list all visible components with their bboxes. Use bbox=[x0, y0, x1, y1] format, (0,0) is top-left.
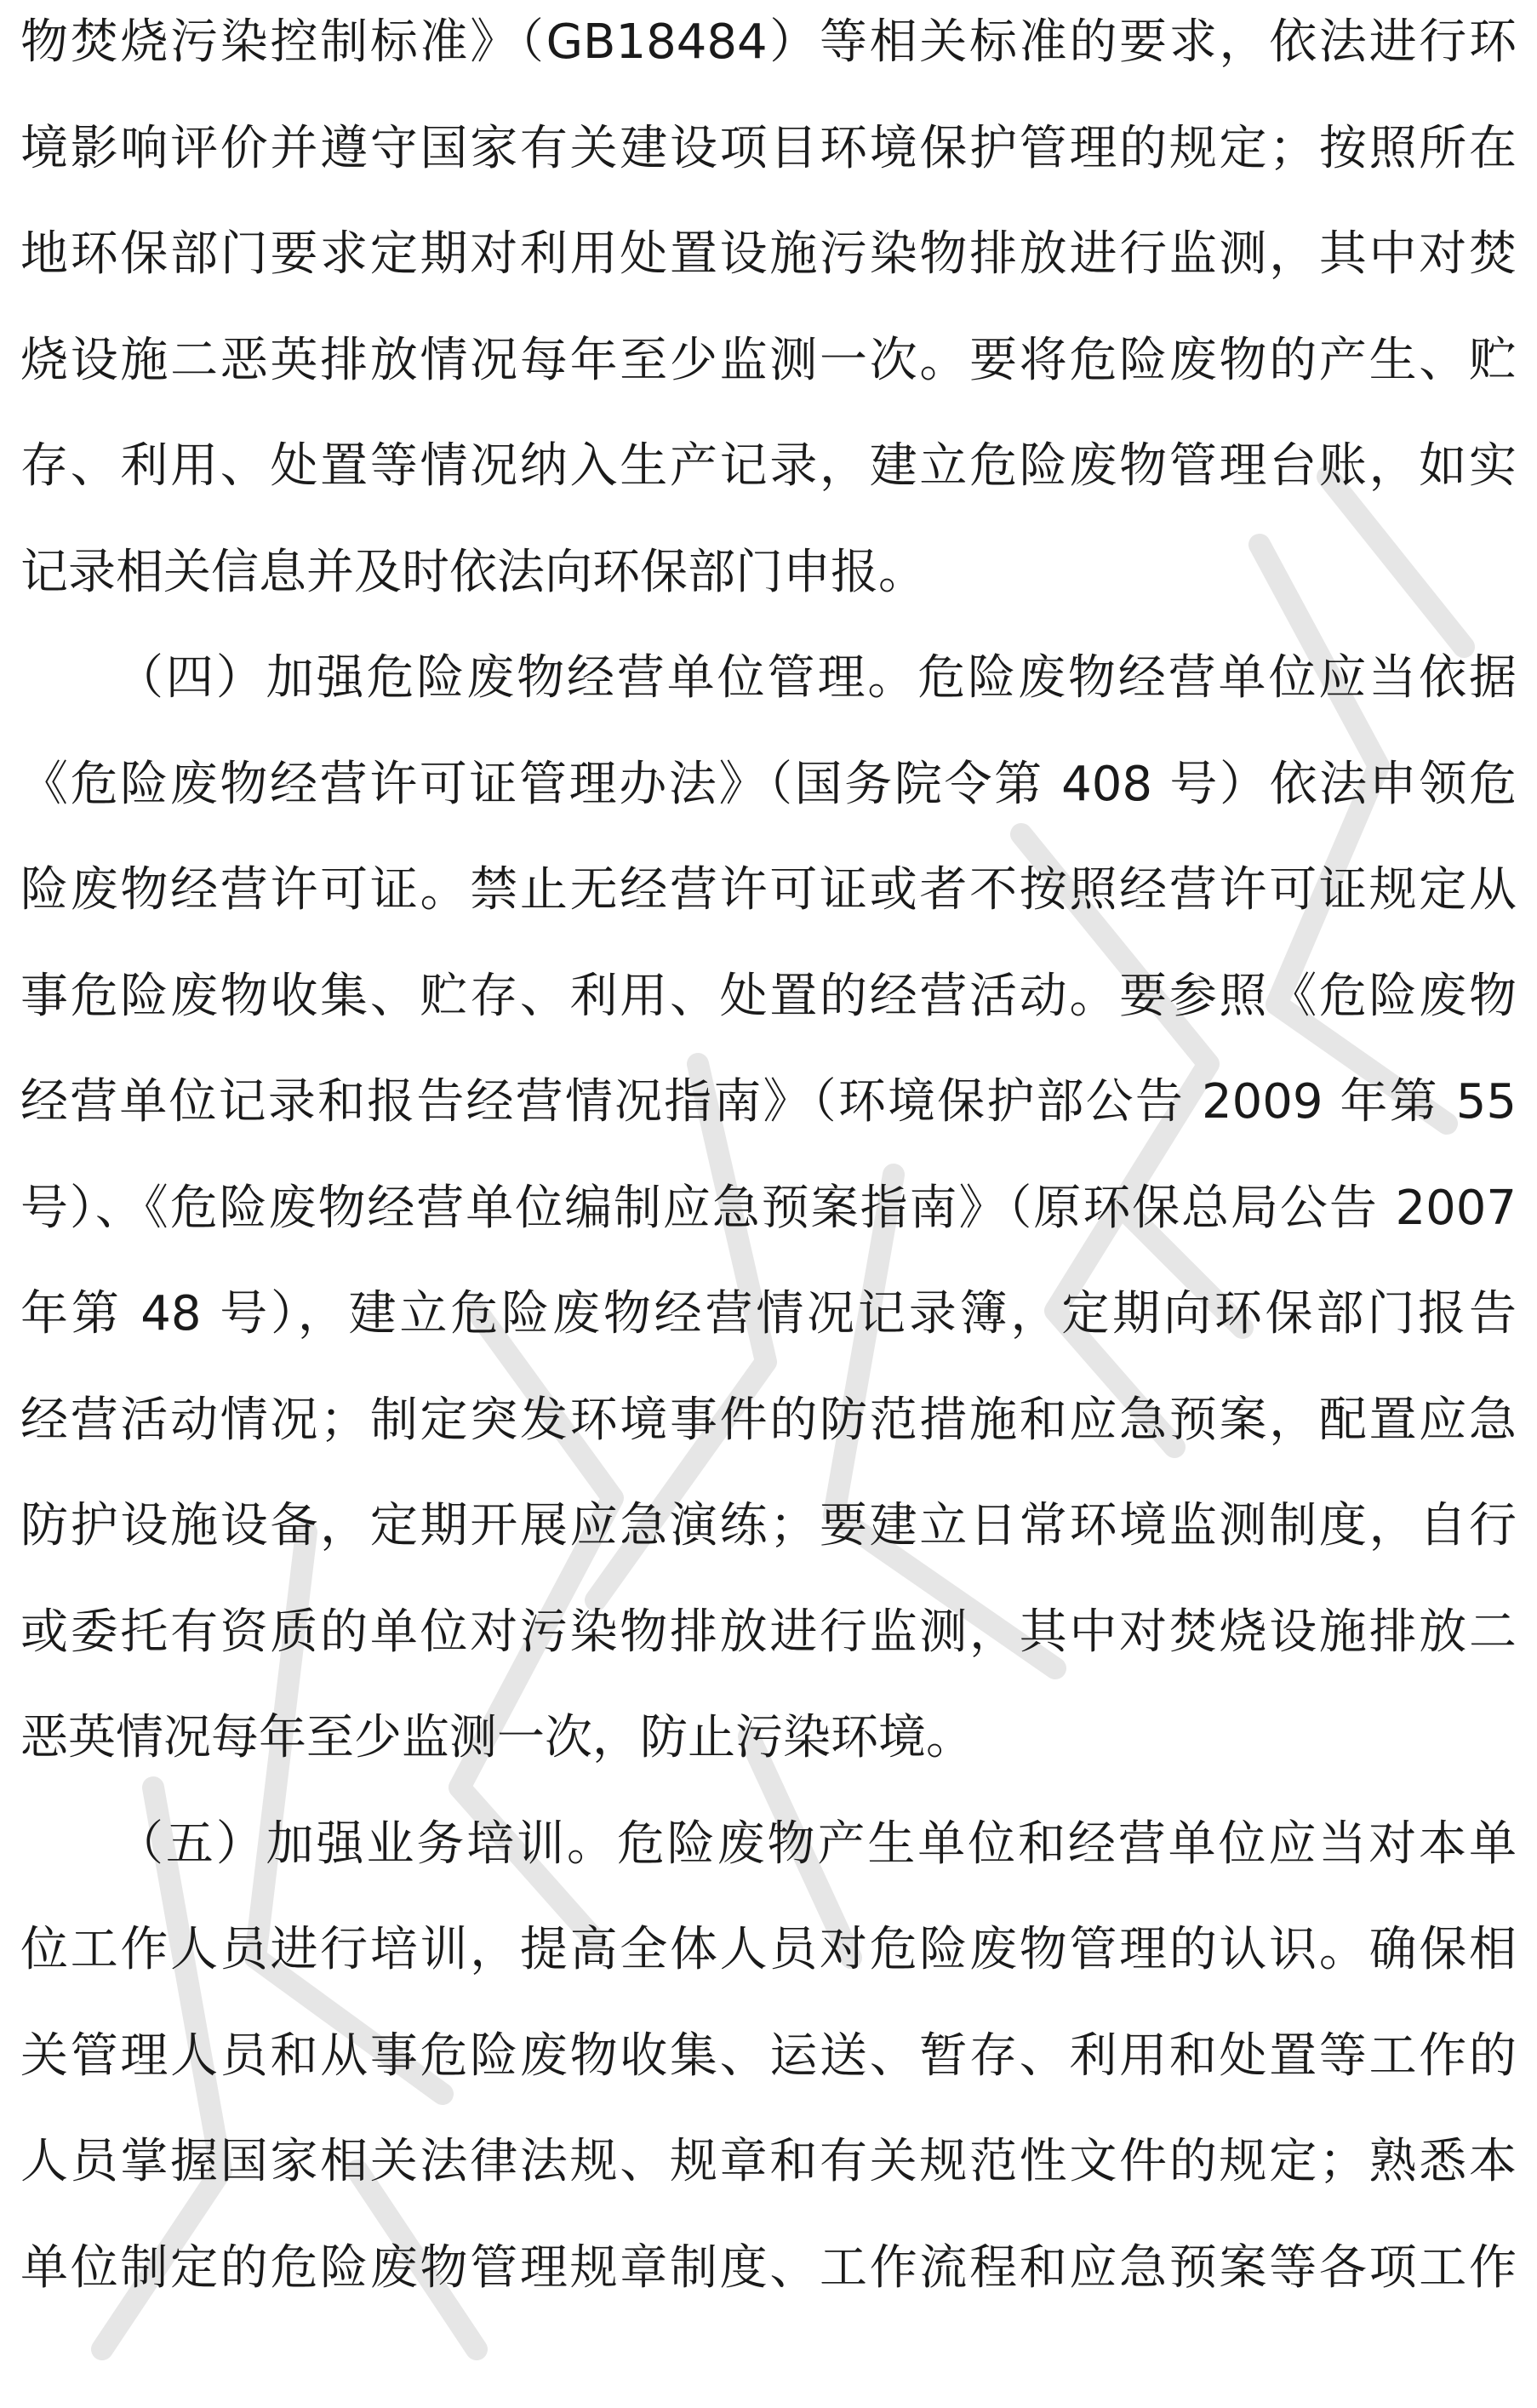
text-line: 防护设施设备，定期开展应急演练；要建立日常环境监测制度，自行 bbox=[20, 1498, 1517, 1553]
text-line: 境影响评价并遵守国家有关建设项目环境保护管理的规定；按照所在 bbox=[20, 120, 1517, 176]
text-line: 单位制定的危险废物管理规章制度、工作流程和应急预案等各项工作 bbox=[20, 2239, 1517, 2296]
text-line: 或委托有资质的单位对污染物排放进行监测，其中对焚烧设施排放二 bbox=[20, 1604, 1517, 1660]
text-line: 恶英情况每年至少监测一次，防止污染环境。 bbox=[20, 1710, 974, 1765]
text-line: （四）加强危险废物经营单位管理。危险废物经营单位应当依据 bbox=[116, 650, 1517, 706]
text-line: 烧设施二恶英排放情况每年至少监测一次。要将危险废物的产生、贮 bbox=[20, 332, 1517, 388]
text-line: 号）、《危险废物经营单位编制应急预案指南》（原环保总局公告 2007 bbox=[20, 1180, 1517, 1236]
text-line: 记录相关信息并及时依法向环保部门申报。 bbox=[20, 544, 926, 600]
text-line: 《危险废物经营许可证管理办法》（国务院令第 408 号）依法申领危 bbox=[20, 756, 1517, 812]
text-line: 年第 48 号），建立危险废物经营情况记录簿，定期向环保部门报告 bbox=[20, 1286, 1517, 1341]
text-line: 位工作人员进行培训，提高全体人员对危险废物管理的认识。确保相 bbox=[20, 1922, 1517, 1977]
text-line: 存、利用、处置等情况纳入生产记录，建立危险废物管理台账，如实 bbox=[20, 438, 1517, 494]
text-line: 经营单位记录和报告经营情况指南》（环境保护部公告 2009 年第 55 bbox=[20, 1074, 1517, 1130]
text-line: 事危险废物收集、贮存、利用、处置的经营活动。要参照《危险废物 bbox=[20, 968, 1517, 1024]
text-line: 人员掌握国家相关法律法规、规章和有关规范性文件的规定；熟悉本 bbox=[20, 2134, 1517, 2189]
text-line: 经营活动情况；制定突发环境事件的防范措施和应急预案，配置应急 bbox=[20, 1392, 1517, 1448]
text-line: 地环保部门要求定期对利用处置设施污染物排放进行监测，其中对焚 bbox=[20, 226, 1517, 282]
text-line: 关管理人员和从事危险废物收集、运送、暂存、利用和处置等工作的 bbox=[20, 2028, 1517, 2084]
text-line: （五）加强业务培训。危险废物产生单位和经营单位应当对本单 bbox=[116, 1816, 1517, 1872]
text-line: 物焚烧污染控制标准》（GB18484）等相关标准的要求，依法进行环 bbox=[20, 14, 1517, 70]
text-line: 险废物经营许可证。禁止无经营许可证或者不按照经营许可证规定从 bbox=[20, 862, 1517, 918]
